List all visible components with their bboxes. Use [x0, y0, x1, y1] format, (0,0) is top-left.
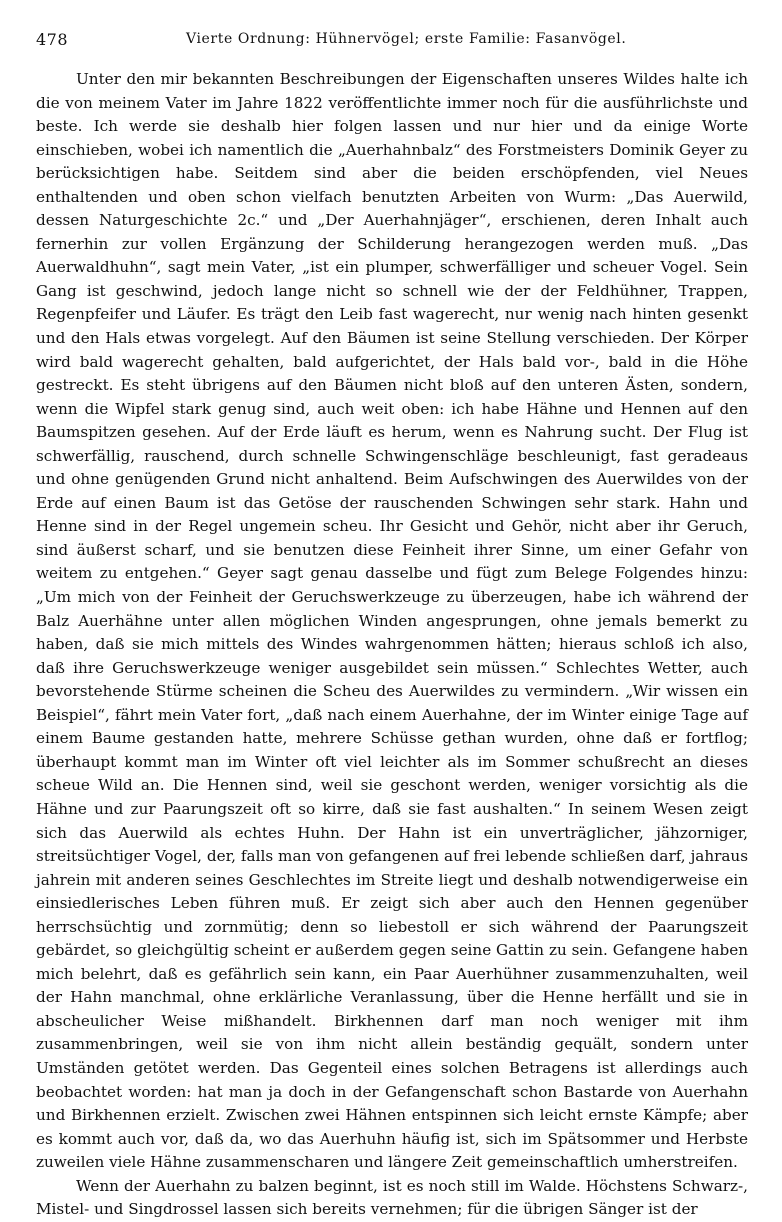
page-number: 478 — [36, 30, 69, 49]
running-head — [36, 30, 746, 52]
running-head-title: Vierte Ordnung: Hühnervögel; erste Familie: Fasanvögel. — [186, 31, 627, 47]
paragraph: Wenn der Auerhahn zu balzen beginnt, ist es noch still im Walde. Höchstens Schwarz-, Mistel- und Singdrossel lassen sich bereits vernehmen; für die übrigen Sänger ist der — [36, 1176, 748, 1219]
paragraph: Unter den mir bekannten Beschreibungen der Eigenschaften unseres Wildes halte ich die von meinem Vater im Jahre 1822 veröffentlichte immer noch für die ausführlichste und beste. Ich werde sie deshalb hier folgen lassen und nur hier und da einige Worte einschieben, wobei ich namentlich die „Auerhahnbalz“ des Forstmeisters Dominik Geyer zu berücksichtigen habe. Seitdem sind aber die beiden erschöpfenden, viel Neues enthaltenden und oben schon vielfach benutzten Arbeiten von Wurm: „Das Auerwild, dessen Naturgeschichte 2c.“ und „Der Auerhahnjäger“, erschienen, deren Inhalt auch fernerhin zur vollen Ergänzung der Schilderung herangezogen werden muß. „Das Auerwaldhuhn“, sagt mein Vater, „ist ein plumper, schwerfälliger und scheuer Vogel. Sein Gang ist geschwind, jedoch lange nicht so schnell wie der der Feldhühner, Trappen, Regenpfeifer und Läufer. Es trägt den Leib fast wagerecht, nur wenig nach hinten gesenkt und den Hals etwas vorgelegt. Auf den Bäumen ist seine Stellung verschieden. Der Körper wird bald wagerecht gehalten, bald aufgerichtet, der Hals bald vor-, bald in die Höhe gestreckt. Es steht übrigens auf den Bäumen nicht bloß auf den unteren Ästen, sondern, wenn die Wipfel stark genug sind, auch weit oben: ich habe Hähne und Hennen auf den Baumspitzen gesehen. Auf der Erde läuft es herum, wenn es Nahrung sucht. Der Flug ist schwerfällig, rauschend, durch schnelle Schwingenschläge beschleunigt, fast geradeaus und ohne genügenden Grund nicht anhaltend. Beim Aufschwingen des Auerwildes von der Erde auf einen Baum ist das Getöse der rauschenden Schwingen sehr stark. Hahn und Henne sind in der Regel ungemein scheu. Ihr Gesicht und Gehör, nicht aber ihr Geruch, sind äußerst scharf, und sie benutzen diese Feinheit ihrer Sinne, um einer Gefahr von weitem zu entgehen.“ Geyer sagt genau dasselbe und fügt zum Belege Folgendes hinzu: „Um mich von der Feinheit der Geruchswerkzeuge zu überzeugen, habe ich während der Balz Auerhähne unter allen möglichen Winden angesprungen, ohne jemals bemerkt zu haben, daß sie mich mittels des Windes wahrgenommen hätten; hieraus schloß ich also, daß ihre Geruchswerkzeuge weniger ausgebildet sein müssen.“ Schlechtes Wetter, auch bevorstehende Stürme scheinen die Scheu des Auerwildes zu vermindern. „Wir wissen ein Beispiel“, fährt mein Vater fort, „daß nach einem Auerhahne, der im Winter einige Tage auf einem Baume gestanden hatte, mehrere Schüsse gethan wurden, ohne daß er fortflog; überhaupt kommt man im Winter oft viel leichter als im Sommer schußrecht an dieses scheue Wild an. Die Hennen sind, weil sie geschont werden, weniger vorsichtig als die Hähne und zur Paarungszeit oft so kirre, daß sie fast aushalten.“ In seinem Wesen zeigt sich das Auerwild als echtes Huhn. Der Hahn ist ein unverträglicher, jähzorniger, streitsüchtiger Vogel, der, falls man von gefangenen auf frei lebende schließen darf, jahraus jahrein mit anderen seines Geschlechtes im Streite liegt und deshalb notwendigerweise ein einsiedlerisches Leben führen muß. Er zeigt sich aber auch den Hennen gegenüber herrschsüchtig und zornmütig; denn so liebestoll er sich während der Paarungszeit gebärdet, so gleichgültig scheint er außerdem gegen seine Gattin zu sein. Gefangene haben mich belehrt, daß es gefährlich sein kann, ein Paar Auerhühner zusammenzuhalten, weil der Hahn manchmal, ohne erklärliche Veranlassung, über die Henne herfällt und sie in abscheulicher Weise mißhandelt. Birkhennen darf man noch weniger mit ihm zusammenbringen, weil sie von ihm nicht allein beständig gequält, sondern unter Umständen getötet werden. Das Gegenteil eines solchen Betragens ist allerdings auch beobachtet worden: hat man ja doch in der Gefangenschaft schon Bastarde von Auerhahn und Birkhennen erzielt. Zwischen zwei Hähnen entspinnen sich leicht ernste Kämpfe; aber es kommt auch vor, daß da, wo das Auerhuhn häufig ist, sich im Spätsommer und Herbste zuweilen viele Hähne zusammenscharen und längere Zeit gemeinschaftlich umherstreifen. — [36, 70, 748, 1172]
body-text — [36, 68, 748, 1222]
